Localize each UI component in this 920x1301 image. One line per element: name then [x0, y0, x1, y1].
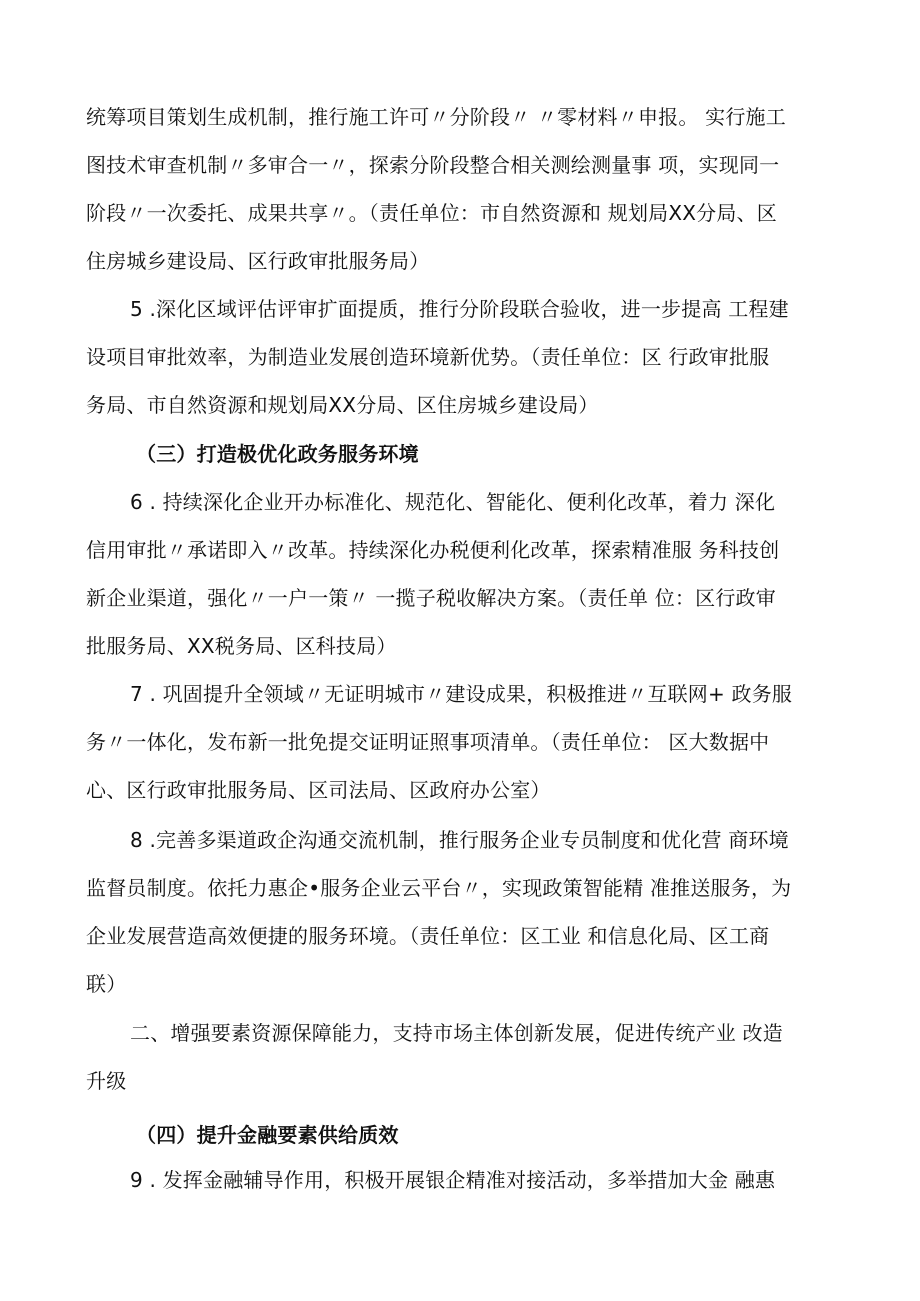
paragraph-3-line-1: 6 . 持续深化企业开办标准化、规范化、智能化、便利化改革，着力 深化	[130, 490, 776, 514]
paragraph-1-line-3: 阶段〃一次委托、成果共享〃。（责任单位：市自然资源和 规划局XX分局、区	[86, 201, 777, 225]
paragraph-3-line-2: 信用审批〃承诺即入〃改革。持续深化办税便利化改革，探索精准服 务科技创	[86, 538, 780, 562]
paragraph-5-line-4: 联）	[86, 972, 127, 996]
paragraph-4-line-1: 7 . 巩固提升全领域〃无证明城市〃建设成果，积极推进〃互联网+ 政务服	[130, 682, 793, 706]
paragraph-2-line-1: 5 .深化区域评估评审扩面提质，推行分阶段联合验收，进一步提高 工程建	[130, 297, 789, 321]
paragraph-2-line-3: 务局、市自然资源和规划局XX分局、区住房城乡建设局）	[86, 393, 599, 417]
paragraph-3-line-3: 新企业渠道，强化〃一户一策〃 一揽子税收解决方案。（责任单 位：区行政审	[86, 586, 776, 610]
paragraph-1-line-1: 统筹项目策划生成机制，推行施工许可〃分阶段〃 〃零材料〃申报。 实行施工	[86, 105, 786, 129]
paragraph-5-line-3: 企业发展营造高效便捷的服务环境。（责任单位：区工业 和信息化局、区工商	[86, 924, 770, 948]
section-heading-4: （四）提升金融要素供给质效	[136, 1123, 399, 1147]
paragraph-1-line-4: 住房城乡建设局、区行政审批服务局）	[86, 249, 430, 273]
paragraph-1-line-2: 图技术审查机制〃多审合一〃，探索分阶段整合相关测绘测量事 项，实现同一	[86, 153, 780, 177]
section-2-line-2: 升级	[86, 1069, 127, 1093]
paragraph-5-line-2: 监督员制度。依托力惠企•服务企业云平台〃，实现政策智能精 准推送服务，为	[86, 876, 792, 900]
section-2-line-1: 二、增强要素资源保障能力，支持市场主体创新发展，促进传统产业 改造	[130, 1021, 783, 1045]
paragraph-6-line-1: 9 . 发挥金融辅导作用，积极开展银企精准对接活动，多举措加大金 融惠	[130, 1168, 776, 1192]
paragraph-5-line-1: 8 .完善多渠道政企沟通交流机制，推行服务企业专员制度和优化营 商环境	[130, 828, 789, 852]
paragraph-3-line-4: 批服务局、XX税务局、区科技局）	[86, 634, 397, 658]
paragraph-2-line-2: 设项目审批效率，为制造业发展创造环境新优势。（责任单位：区 行政审批服	[86, 345, 770, 369]
paragraph-4-line-2: 务〃一体化，发布新一批免提交证明证照事项清单。（责任单位： 区大数据中	[86, 730, 770, 754]
paragraph-4-line-3: 心、区行政审批服务局、区司法局、区政府办公室）	[86, 778, 551, 802]
section-heading-3: （三）打造极优化政务服务环境	[136, 442, 419, 466]
